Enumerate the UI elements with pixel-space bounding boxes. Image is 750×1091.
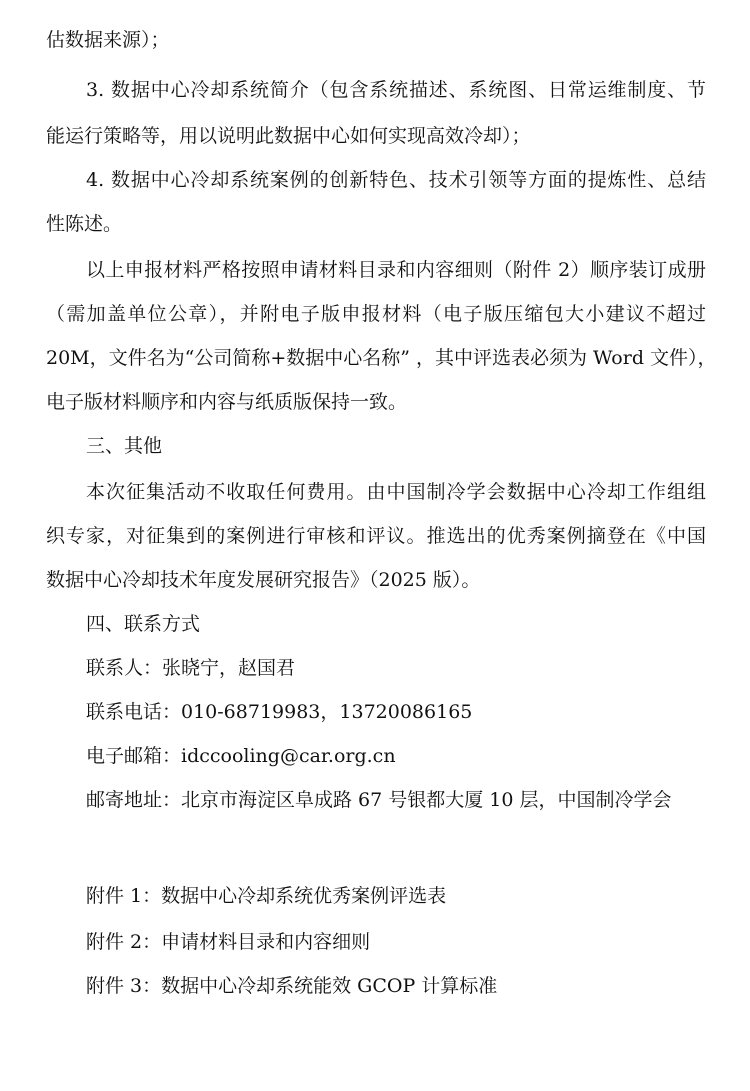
contact-email: 电子邮箱：idccooling@car.org.cn bbox=[86, 745, 396, 767]
paragraph-line: 电子版材料顺序和内容与纸质版保持一致。 bbox=[46, 391, 408, 413]
contact-person: 联系人：张晓宁，赵国君 bbox=[86, 657, 296, 679]
section-heading-other: 三、其他 bbox=[86, 435, 163, 457]
paragraph-line: 20M，文件名为“公司简称+数据中心名称” ，其中评选表必须为 Word 文件）， bbox=[46, 347, 717, 369]
paragraph-line: 以上申报材料严格按照申请材料目录和内容细则（附件 2）顺序装订成册 bbox=[86, 259, 706, 281]
list-item-3: 3. 数据中心冷却系统简介（包含系统描述、系统图、日常运维制度、节 bbox=[86, 79, 706, 101]
paragraph-line: 本次征集活动不收取任何费用。由中国制冷学会数据中心冷却工作组组 bbox=[86, 481, 706, 503]
attachment-2: 附件 2：申请材料目录和内容细则 bbox=[86, 931, 371, 953]
paragraph-line: 数据中心冷却技术年度发展研究报告》（2025 版）。 bbox=[46, 569, 481, 591]
contact-address: 邮寄地址：北京市海淀区阜成路 67 号银都大厦 10 层，中国制冷学会 bbox=[86, 789, 672, 811]
attachment-3: 附件 3：数据中心冷却系统能效 GCOP 计算标准 bbox=[86, 975, 498, 997]
section-heading-contact: 四、联系方式 bbox=[86, 613, 201, 635]
contact-phone: 联系电话：010-68719983，13720086165 bbox=[86, 701, 473, 723]
paragraph-line: 性陈述。 bbox=[46, 213, 123, 235]
paragraph-line: 估数据来源）； bbox=[46, 29, 170, 51]
paragraph-line: 能运行策略等，用以说明此数据中心如何实现高效冷却）； bbox=[46, 125, 531, 147]
list-item-4: 4. 数据中心冷却系统案例的创新特色、技术引领等方面的提炼性、总结 bbox=[86, 169, 706, 191]
paragraph-line: 织专家，对征集到的案例进行审核和评议。推选出的优秀案例摘登在《中国 bbox=[46, 525, 706, 547]
attachment-1: 附件 1：数据中心冷却系统优秀案例评选表 bbox=[86, 885, 447, 907]
paragraph-line: （需加盖单位公章），并附电子版申报材料（电子版压缩包大小建议不超过 bbox=[46, 303, 706, 325]
